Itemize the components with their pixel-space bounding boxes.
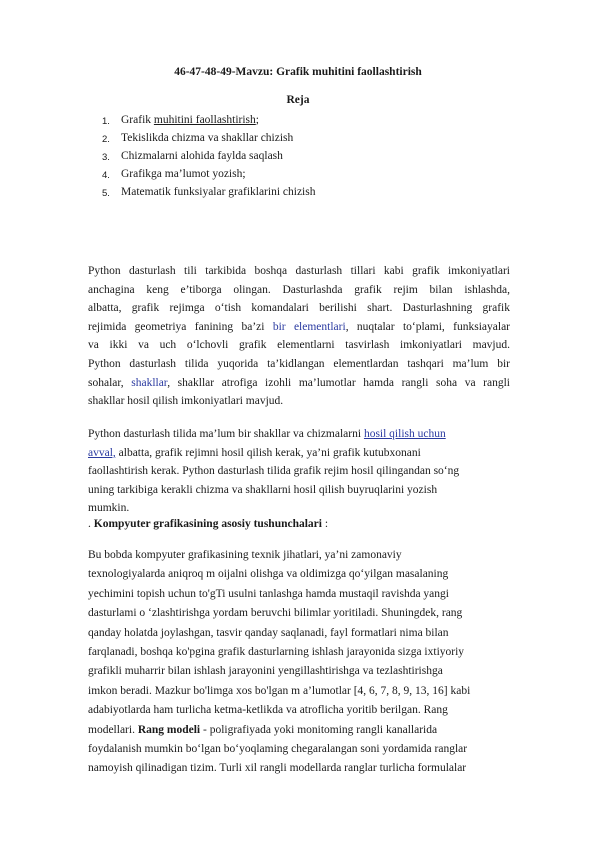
intro-paragraph: Python dasturlash tili tarkibida boshqa dasturlash tillari kabi grafik imkoniyatlari anchagina keng e’tiborga olingan. Dasturlashda grafik rejim bilan ishlashda, albatta, grafik rejimga o‘tish komandalari berilishi shart. Dasturlashning grafik rejimida geometriya fanining ba’zi bir elementlari, nuqtalar to‘plami, funksiayalar va ikki va uch o‘lchovli grafik elementlarni tasvirlash imkoniyatlari mavjud. Python dasturlash tilida yuqorida ta’kidlangan elementlardan tashqari ma’lum bir sohalar, shakllar, shakllar atrofiga izohli ma’lumotlar hamda rangli soha va rangli shakllar hosil qilish imkoniyatlari mavjud. — [88, 265, 511, 408]
list-item — [102, 130, 315, 148]
list-item — [102, 184, 315, 202]
section-heading: . Kompyuter grafikasining asosiy tushunchalari : — [88, 518, 329, 530]
plan-heading: Reja — [286, 94, 310, 106]
plan-list — [102, 112, 315, 202]
list-text: Tekislikda chizma va shakllar chizish — [121, 132, 294, 144]
list-number: 1. — [102, 116, 110, 127]
list-item — [102, 166, 315, 184]
list-number: 4. — [102, 170, 110, 181]
list-text: Matematik funksiyalar grafiklarini chizish — [121, 186, 316, 198]
list-text: Chizmalarni alohida faylda saqlash — [121, 150, 283, 162]
hosil-qilish-link[interactable]: hosil qilish uchun — [363, 428, 446, 440]
bir-elementlari-link[interactable]: bir elementlari — [272, 320, 346, 333]
list-number: 2. — [102, 134, 110, 145]
shakllar-link[interactable]: shakllar — [131, 376, 168, 389]
graphics-mode-paragraph: Python dasturlash tilida ma’lum bir shakllar va chizmalarni hosil qilish uchun avval, albatta, grafik rejimni hosil qilish kerak, ya’ni grafik kutubxonani faollashtirish kerak. Python dasturlash tilida grafik rejim hosil qilingandan so‘ng uning tarkibiga kerakli chizma va shakllarni hosil qilish buyruqlarini yozish mumkin. — [88, 428, 460, 515]
list-number: 3. — [102, 152, 110, 163]
list-number: 5. — [102, 188, 110, 199]
computer-graphics-paragraph: Bu bobda kompyuter grafikasining texnik jihatlari, ya’ni zamonaviy texnologiyalarda aniqroq m oijalni olishga va oldimizga qo‘yilgan masalaning yechimini topish uchun to'gTi usulni tanlashga hamda mustaqil ravishda yangi dasturlami o ‘zlashtirishga yordam beruvchi bilimlar yoritiladi. Shuningdek, rang qanday holatda joylashgan, tasvir qanday saqlanadi, fayl formatlari nima bilan farqlanadi, boshqa ko'pgina grafik dasturlarning ishlash jarayonida sizga ixtiyoriy grafikli muharrir bilan ishlash jarayonini yengillashtirishga va tezlashtirishga imkon beradi. Mazkur bo'limga xos bo'lgan m a’lumotlar [4, 6, 7, 8, 9, 13, 16] kabi adabiyotlarda ham turlicha ketma-ketlikda va atroflicha yoritib berilgan. Rang modellari. Rang modeli - poligrafiyada yoki monitoming rangli kanallarida foydalanish mumkin bo‘lgan bo‘yoqlaming chegaralangan soni yordamida ranglar namoyish qilinadigan tizim. Turli xil rangli modellarda ranglar turlicha formulalar — [88, 549, 471, 775]
list-text: Grafikga ma’lumot yozish; — [121, 168, 246, 180]
avval-link[interactable]: avval, — [88, 446, 116, 459]
list-item — [102, 148, 315, 166]
list-item — [102, 112, 315, 130]
page-title: 46-47-48-49-Mavzu: Grafik muhitini faollashtirish — [174, 66, 422, 78]
list-text: Grafik muhitini faollashtirish; — [121, 114, 259, 126]
